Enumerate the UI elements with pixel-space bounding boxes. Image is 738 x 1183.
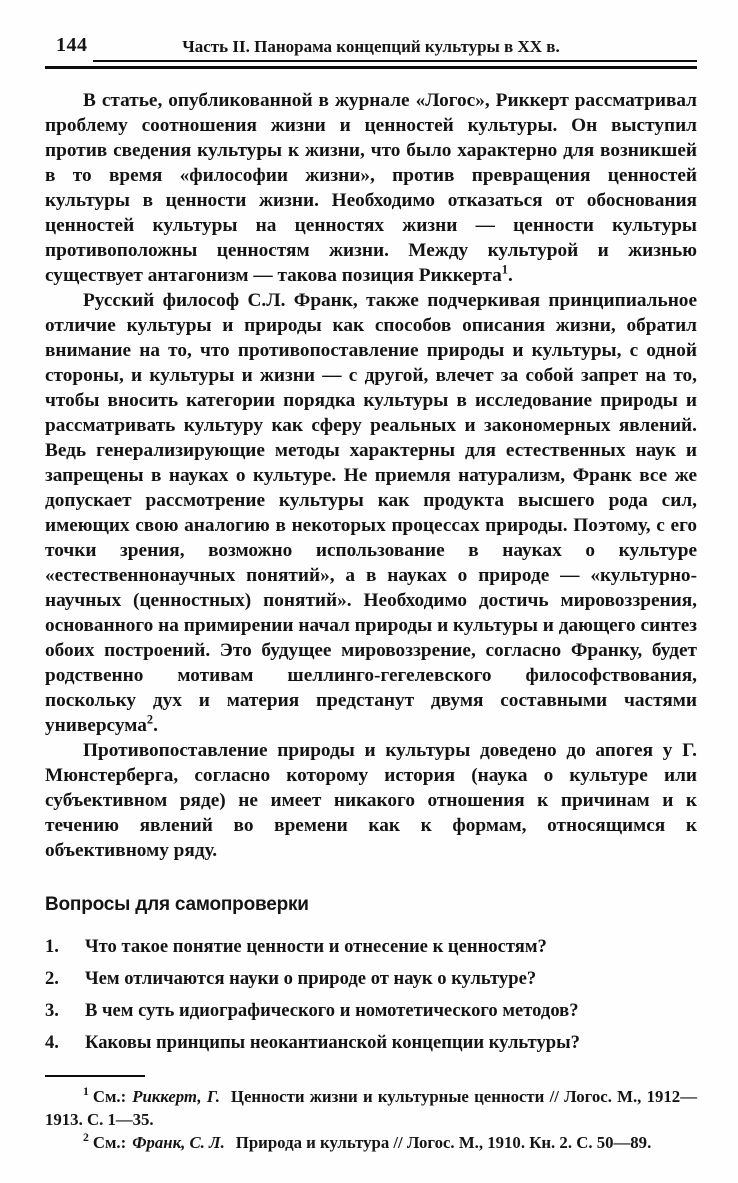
paragraph-2 <box>45 288 697 738</box>
paragraph-1 <box>45 88 697 288</box>
header-rule-thick <box>45 66 697 69</box>
paragraph-2-text: Русский философ С.Л. Франк, также подчеркивая принципиальное отличие культуры и природы как способов описания жизни, обратил внимание на то, что противопоставление природы и культуры, с одной стороны, и культуры и жизни — с другой, влечет за собой запрет на то, чтобы вносить категории порядка культуры в исследование природы и рассматривать культуру как сферу реальных и закономерных явлений. Ведь генерализирующие методы характерны для естественных наук и запрещены в науках о культуре. Не приемля натурализм, Франк все же допускает рассмотрение культуры как продукта высшего рода сил, имеющих свою аналогию в некоторых процессах природы. Поэтому, с его точки зрения, возможно использование в науках о культуре «естественнонаучных понятий», а в науках о природе — «культурно-научных (ценностных) понятий». Необходимо достичь мировоззрения, основанного на примирении начал природы и культуры и дающего синтез обоих построений. Это будущее мировоззрение, согласно Франку, будет родственно мотивам шеллинго-гегелевского философствования, поскольку дух и материя предстанут двумя составными частями универсума <box>45 290 697 736</box>
question-item-1 <box>45 935 697 958</box>
question-text-4: Каковы принципы неокантианской концепции культуры? <box>85 1032 580 1053</box>
paragraph-1-tail: . <box>507 265 513 286</box>
footnote-2-text: Природа и культура // Логос. М., 1910. Кн. 2. С. 50—89. <box>235 1133 652 1152</box>
question-item-4 <box>45 1031 697 1054</box>
footnote-1-author: Риккерт, Г. <box>132 1087 220 1106</box>
questions-list <box>45 935 697 1054</box>
footnote-1-marker: 1 <box>83 1085 89 1099</box>
footnote-ref-2: 2 <box>146 712 154 727</box>
question-text-3: В чем суть идиографического и номотетического методов? <box>85 1000 579 1021</box>
footnote-1-text: Ценности жизни и культурные ценности // Логос. М., 1912—1913. С. 1—35. <box>45 1087 697 1129</box>
footnote-2-see: См.: <box>92 1133 127 1152</box>
footnote-2-marker: 2 <box>83 1131 89 1145</box>
paragraph-1-text: В статье, опубликованной в журнале «Логос», Риккерт рассматривал проблему соотношения жизни и ценностей культуры. Он выступил против сведения культуры к жизни, что было характерно для возникшей в то время «философии жизни», против превращения ценностей культуры в ценности жизни. Необходимо отказаться от обоснования ценностей культуры на ценностях жизни — ценности культуры противоположны ценностям жизни. Между культурой и жизнью существует антагонизм — такова позиция Риккерта <box>45 90 697 286</box>
paragraph-3 <box>45 738 697 863</box>
footnote-divider <box>45 1075 145 1077</box>
question-number-2: 2. <box>45 968 59 989</box>
running-header <box>45 34 697 58</box>
footnote-1 <box>45 1085 697 1131</box>
question-text-2: Чем отличаются науки о природе от наук о культуре? <box>85 968 537 989</box>
footnotes-section <box>45 1075 697 1154</box>
question-item-2 <box>45 967 697 990</box>
header-rule-thin <box>93 60 697 62</box>
paragraph-2-tail: . <box>153 715 158 736</box>
question-number-4: 4. <box>45 1032 59 1053</box>
footnote-ref-1: 1 <box>501 262 508 277</box>
page-number: 144 <box>56 34 88 56</box>
question-item-3 <box>45 999 697 1022</box>
footnote-1-see: См.: <box>92 1087 127 1106</box>
questions-heading: Вопросы для самопроверки <box>45 894 309 915</box>
body-text <box>45 88 697 863</box>
question-number-3: 3. <box>45 1000 59 1021</box>
footnote-2 <box>45 1131 697 1154</box>
running-title: Часть II. Панорама концепций культуры в XX в. <box>182 37 560 56</box>
paragraph-3-text: Противопоставление природы и культуры доведено до апогея у Г. Мюнстерберга, согласно которому история (наука о культуре или субъективном ряде) не имеет никакого отношения к причинам и к течению явлений во времени как к формам, относящимся к объективному ряду. <box>45 740 697 861</box>
question-number-1: 1. <box>45 936 59 957</box>
question-text-1: Что такое понятие ценности и отнесение к ценностям? <box>85 936 547 957</box>
questions-section <box>45 894 697 1054</box>
footnote-2-author: Франк, С. Л. <box>132 1133 225 1152</box>
